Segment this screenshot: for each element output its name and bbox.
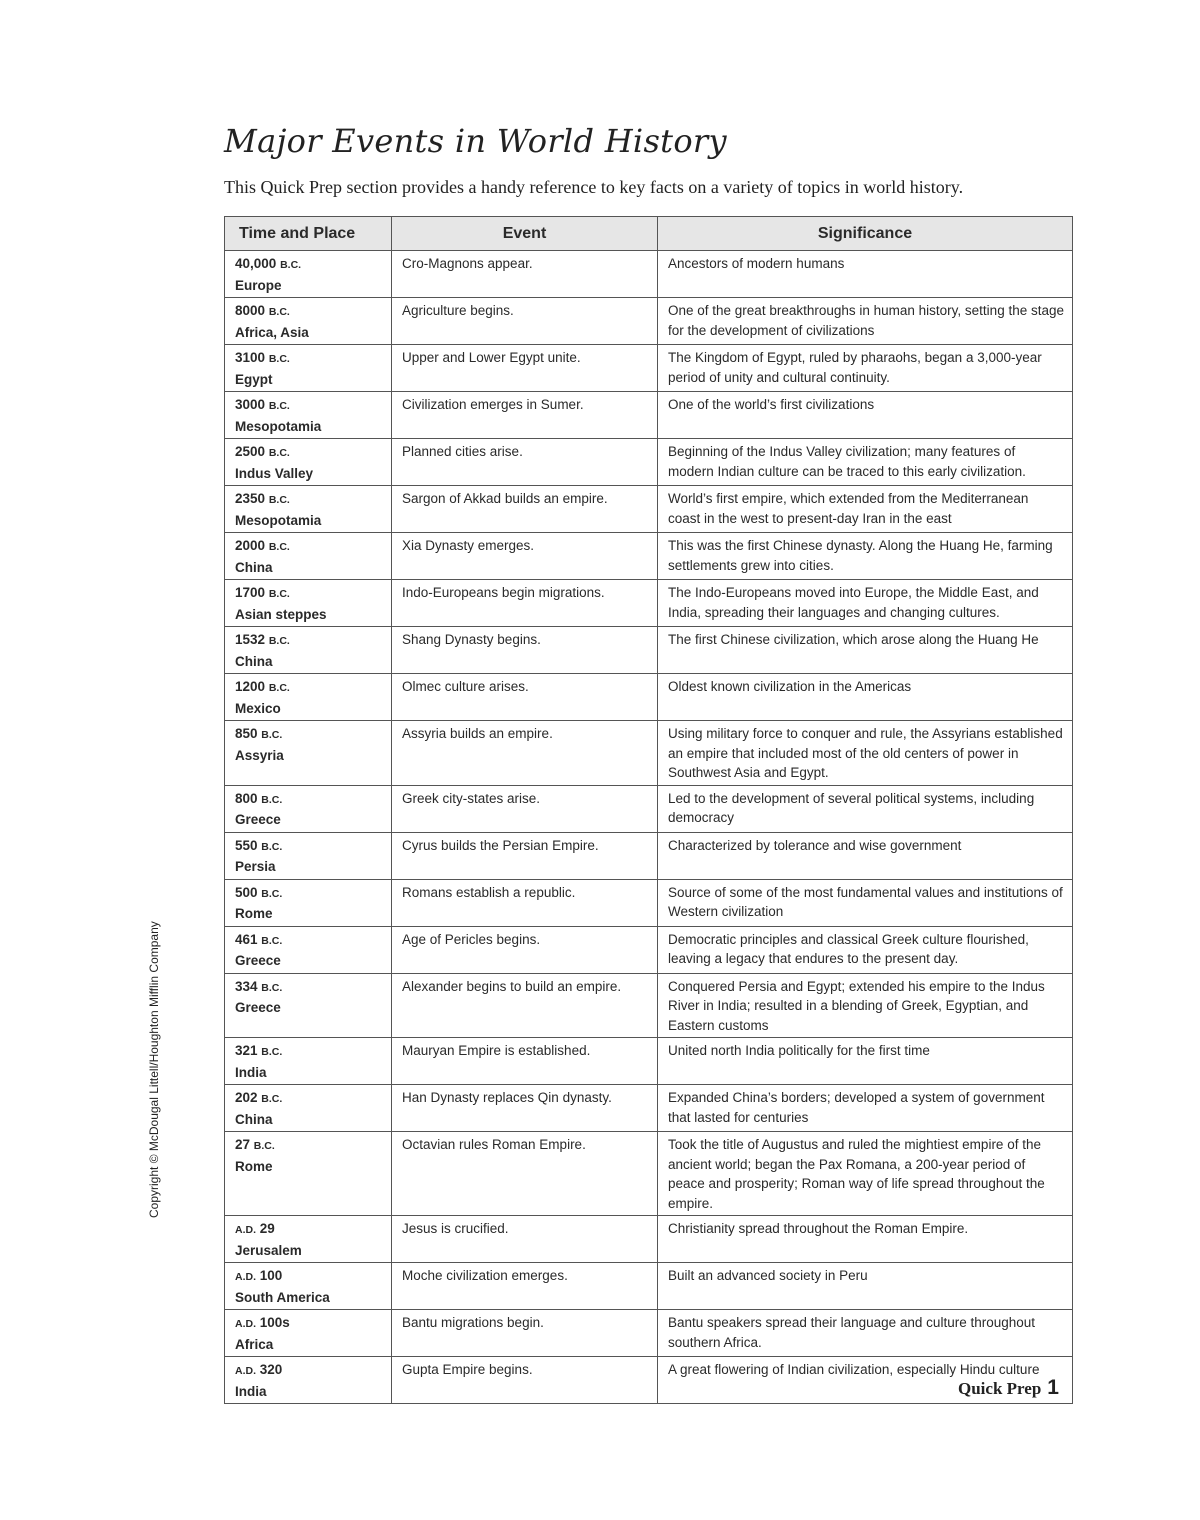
page-subtitle: This Quick Prep section provides a handy reference to key facts on a variety of topics in world history.	[224, 177, 964, 197]
place-value: Assyria	[235, 747, 284, 763]
date-value: 100	[259, 1268, 283, 1283]
date-value: 3100	[235, 350, 266, 365]
place-value: Africa, Asia	[235, 324, 309, 340]
time-and-place-cell	[225, 832, 392, 879]
significance-cell: One of the great breakthroughs in human history, setting the stage for the development of civilizations	[658, 298, 1073, 345]
era-label: B.C.	[280, 259, 302, 271]
date-value: 100s	[259, 1315, 290, 1330]
significance-cell: Built an advanced society in Peru	[658, 1263, 1073, 1310]
table-row	[225, 973, 1073, 1038]
event-cell: Octavian rules Roman Empire.	[392, 1132, 658, 1216]
place-value: Greece	[235, 1000, 281, 1015]
date-value: 3000	[235, 397, 266, 412]
significance-cell: Bantu speakers spread their language and culture throughout southern Africa.	[658, 1310, 1073, 1357]
era-label: B.C.	[261, 934, 283, 947]
table-row	[225, 298, 1073, 345]
event-cell: Shang Dynasty begins.	[392, 627, 658, 674]
table-row	[225, 1132, 1073, 1216]
era-label: B.C.	[261, 887, 283, 900]
date-value: 334	[235, 978, 258, 994]
era-label: B.C.	[268, 400, 290, 412]
significance-cell: Conquered Persia and Egypt; extended his empire to the Indus River in India; resulted in a blending of Greek, Egyptian, and Eastern customs	[658, 973, 1073, 1038]
era-label: B.C.	[261, 793, 283, 806]
event-cell: Alexander begins to build an empire.	[392, 973, 658, 1038]
place-value: India	[235, 1383, 267, 1399]
time-and-place-cell	[225, 251, 392, 298]
date-value: 40,000	[235, 256, 277, 271]
era-label: B.C.	[261, 840, 283, 853]
place-value: Africa	[235, 1336, 274, 1352]
event-cell: Assyria builds an empire.	[392, 721, 658, 786]
time-and-place-cell	[225, 1216, 392, 1263]
place-value: Rome	[235, 1158, 273, 1174]
table-row	[225, 926, 1073, 973]
time-and-place-cell	[225, 533, 392, 580]
event-cell: Civilization emerges in Sumer.	[392, 392, 658, 439]
page-number: 1	[1047, 1376, 1059, 1399]
significance-cell: Characterized by tolerance and wise government	[658, 832, 1073, 879]
event-cell: Olmec culture arises.	[392, 674, 658, 721]
date-value: 321	[235, 1043, 258, 1058]
table-row	[225, 832, 1073, 879]
time-and-place-cell	[225, 926, 392, 973]
date-value: 2000	[235, 538, 266, 553]
table-row	[225, 486, 1073, 533]
significance-cell: United north India politically for the first time	[658, 1038, 1073, 1085]
date-value: 29	[259, 1221, 275, 1236]
event-cell: Age of Pericles begins.	[392, 926, 658, 973]
event-cell: Moche civilization emerges.	[392, 1263, 658, 1310]
table-row	[225, 1310, 1073, 1357]
significance-cell: Beginning of the Indus Valley civilization; many features of modern Indian culture can be traced to this early civilization.	[658, 439, 1073, 486]
significance-cell: The Kingdom of Egypt, ruled by pharaohs, began a 3,000-year period of unity and cultural continuity.	[658, 345, 1073, 392]
footer-label: Quick Prep	[958, 1379, 1042, 1398]
significance-cell: Oldest known civilization in the Americas	[658, 674, 1073, 721]
copyright-notice: Copyright © McDougal Littell/Houghton Mifflin Company	[147, 921, 161, 1218]
time-and-place-cell	[225, 345, 392, 392]
era-label: A.D.	[235, 1224, 256, 1236]
era-label: B.C.	[268, 353, 290, 365]
time-and-place-cell	[225, 674, 392, 721]
significance-cell: This was the first Chinese dynasty. Along the Huang He, farming settlements grew into cities.	[658, 533, 1073, 580]
era-label: A.D.	[235, 1271, 256, 1283]
era-label: A.D.	[235, 1365, 256, 1377]
time-and-place-cell	[225, 486, 392, 533]
significance-cell: World’s first empire, which extended from the Mediterranean coast in the west to present-day Iran in the east	[658, 486, 1073, 533]
era-label: B.C.	[268, 494, 290, 506]
date-value: 850	[235, 726, 258, 741]
era-label: B.C.	[268, 635, 290, 647]
place-value: Mesopotamia	[235, 512, 322, 528]
table-row	[225, 392, 1073, 439]
date-value: 2500	[235, 444, 266, 459]
place-value: Rome	[235, 906, 273, 921]
header-significance: Significance	[658, 217, 1073, 251]
header-event: Event	[392, 217, 658, 251]
era-label: B.C.	[268, 306, 290, 318]
time-and-place-cell	[225, 439, 392, 486]
time-and-place-cell	[225, 298, 392, 345]
significance-cell: Christianity spread throughout the Roman Empire.	[658, 1216, 1073, 1263]
events-table	[224, 216, 1073, 1404]
table-row	[225, 1216, 1073, 1263]
time-and-place-cell	[225, 1038, 392, 1085]
significance-cell: Using military force to conquer and rule, the Assyrians established an empire that included most of the old centers of power in Southwest Asia and Egypt.	[658, 721, 1073, 786]
event-cell: Xia Dynasty emerges.	[392, 533, 658, 580]
time-and-place-cell	[225, 879, 392, 926]
place-value: Egypt	[235, 371, 273, 387]
table-row	[225, 439, 1073, 486]
table-row	[225, 1038, 1073, 1085]
event-cell: Han Dynasty replaces Qin dynasty.	[392, 1085, 658, 1132]
significance-cell: Took the title of Augustus and ruled the mightiest empire of the ancient world; began the Pax Romana, a 200-year period of peace and prosperity; Roman way of life spread throughout the empire.	[658, 1132, 1073, 1216]
place-value: Jerusalem	[235, 1242, 302, 1258]
table-row	[225, 1357, 1073, 1404]
event-cell: Indo-Europeans begin migrations.	[392, 580, 658, 627]
event-cell: Cro-Magnons appear.	[392, 251, 658, 298]
era-label: B.C.	[268, 588, 290, 600]
event-cell: Upper and Lower Egypt unite.	[392, 345, 658, 392]
table-row	[225, 345, 1073, 392]
time-and-place-cell	[225, 1263, 392, 1310]
place-value: Mexico	[235, 700, 281, 716]
place-value: Greece	[235, 953, 281, 968]
time-and-place-cell	[225, 1132, 392, 1216]
date-value: 800	[235, 790, 258, 806]
place-value: Europe	[235, 277, 282, 293]
place-value: Asian steppes	[235, 606, 327, 622]
era-label: B.C.	[253, 1140, 275, 1152]
header-time-and-place: Time and Place	[225, 217, 392, 251]
table-row	[225, 627, 1073, 674]
era-label: B.C.	[261, 1046, 283, 1058]
date-value: 500	[235, 884, 258, 900]
era-label: B.C.	[261, 729, 283, 741]
era-label: B.C.	[268, 682, 290, 694]
event-cell: Agriculture begins.	[392, 298, 658, 345]
time-and-place-cell	[225, 973, 392, 1038]
date-value: 8000	[235, 303, 266, 318]
place-value: China	[235, 653, 273, 669]
place-value: India	[235, 1064, 267, 1080]
significance-cell: A great flowering of Indian civilization, especially Hindu culture	[658, 1357, 1073, 1404]
era-label: B.C.	[268, 541, 290, 553]
date-value: 1200	[235, 679, 266, 694]
table-row	[225, 533, 1073, 580]
significance-cell: The first Chinese civilization, which arose along the Huang He	[658, 627, 1073, 674]
event-cell: Gupta Empire begins.	[392, 1357, 658, 1404]
event-cell: Cyrus builds the Persian Empire.	[392, 832, 658, 879]
era-label: B.C.	[261, 981, 283, 994]
time-and-place-cell	[225, 1310, 392, 1357]
table-row	[225, 1085, 1073, 1132]
place-value: Indus Valley	[235, 465, 314, 481]
place-value: Persia	[235, 859, 276, 874]
event-cell: Jesus is crucified.	[392, 1216, 658, 1263]
significance-cell: Ancestors of modern humans	[658, 251, 1073, 298]
significance-cell: Led to the development of several political systems, including democracy	[658, 785, 1073, 832]
table-row	[225, 580, 1073, 627]
place-value: Greece	[235, 812, 281, 827]
event-cell: Greek city-states arise.	[392, 785, 658, 832]
date-value: 550	[235, 837, 258, 853]
significance-cell: One of the world’s first civilizations	[658, 392, 1073, 439]
era-label: B.C.	[268, 447, 290, 459]
date-value: 202	[235, 1090, 258, 1105]
table-row	[225, 785, 1073, 832]
time-and-place-cell	[225, 1357, 392, 1404]
event-cell: Mauryan Empire is established.	[392, 1038, 658, 1085]
time-and-place-cell	[225, 1085, 392, 1132]
place-value: South America	[235, 1289, 330, 1305]
date-value: 1700	[235, 585, 266, 600]
time-and-place-cell	[225, 627, 392, 674]
page-title: Major Events in World History	[224, 122, 727, 160]
place-value: China	[235, 1111, 273, 1127]
time-and-place-cell	[225, 392, 392, 439]
era-label: A.D.	[235, 1318, 256, 1330]
date-value: 461	[235, 931, 258, 947]
table-header	[225, 217, 1073, 251]
place-value: Mesopotamia	[235, 418, 322, 434]
event-cell: Sargon of Akkad builds an empire.	[392, 486, 658, 533]
date-value: 27	[235, 1137, 251, 1152]
era-label: B.C.	[261, 1093, 283, 1105]
date-value: 2350	[235, 491, 266, 506]
date-value: 1532	[235, 632, 266, 647]
significance-cell: Source of some of the most fundamental values and institutions of Western civilization	[658, 879, 1073, 926]
significance-cell: Expanded China’s borders; developed a system of government that lasted for centuries	[658, 1085, 1073, 1132]
significance-cell: The Indo-Europeans moved into Europe, the Middle East, and India, spreading their languages and changing cultures.	[658, 580, 1073, 627]
table-row	[225, 674, 1073, 721]
time-and-place-cell	[225, 785, 392, 832]
event-cell: Planned cities arise.	[392, 439, 658, 486]
table-row	[225, 879, 1073, 926]
place-value: China	[235, 559, 273, 575]
page-footer	[958, 1376, 1059, 1400]
event-cell: Romans establish a republic.	[392, 879, 658, 926]
table-row	[225, 721, 1073, 786]
date-value: 320	[259, 1362, 283, 1377]
table-body	[225, 251, 1073, 1404]
table-row	[225, 1263, 1073, 1310]
event-cell: Bantu migrations begin.	[392, 1310, 658, 1357]
time-and-place-cell	[225, 721, 392, 786]
table-row	[225, 251, 1073, 298]
significance-cell: Democratic principles and classical Greek culture flourished, leaving a legacy that endures to the present day.	[658, 926, 1073, 973]
time-and-place-cell	[225, 580, 392, 627]
